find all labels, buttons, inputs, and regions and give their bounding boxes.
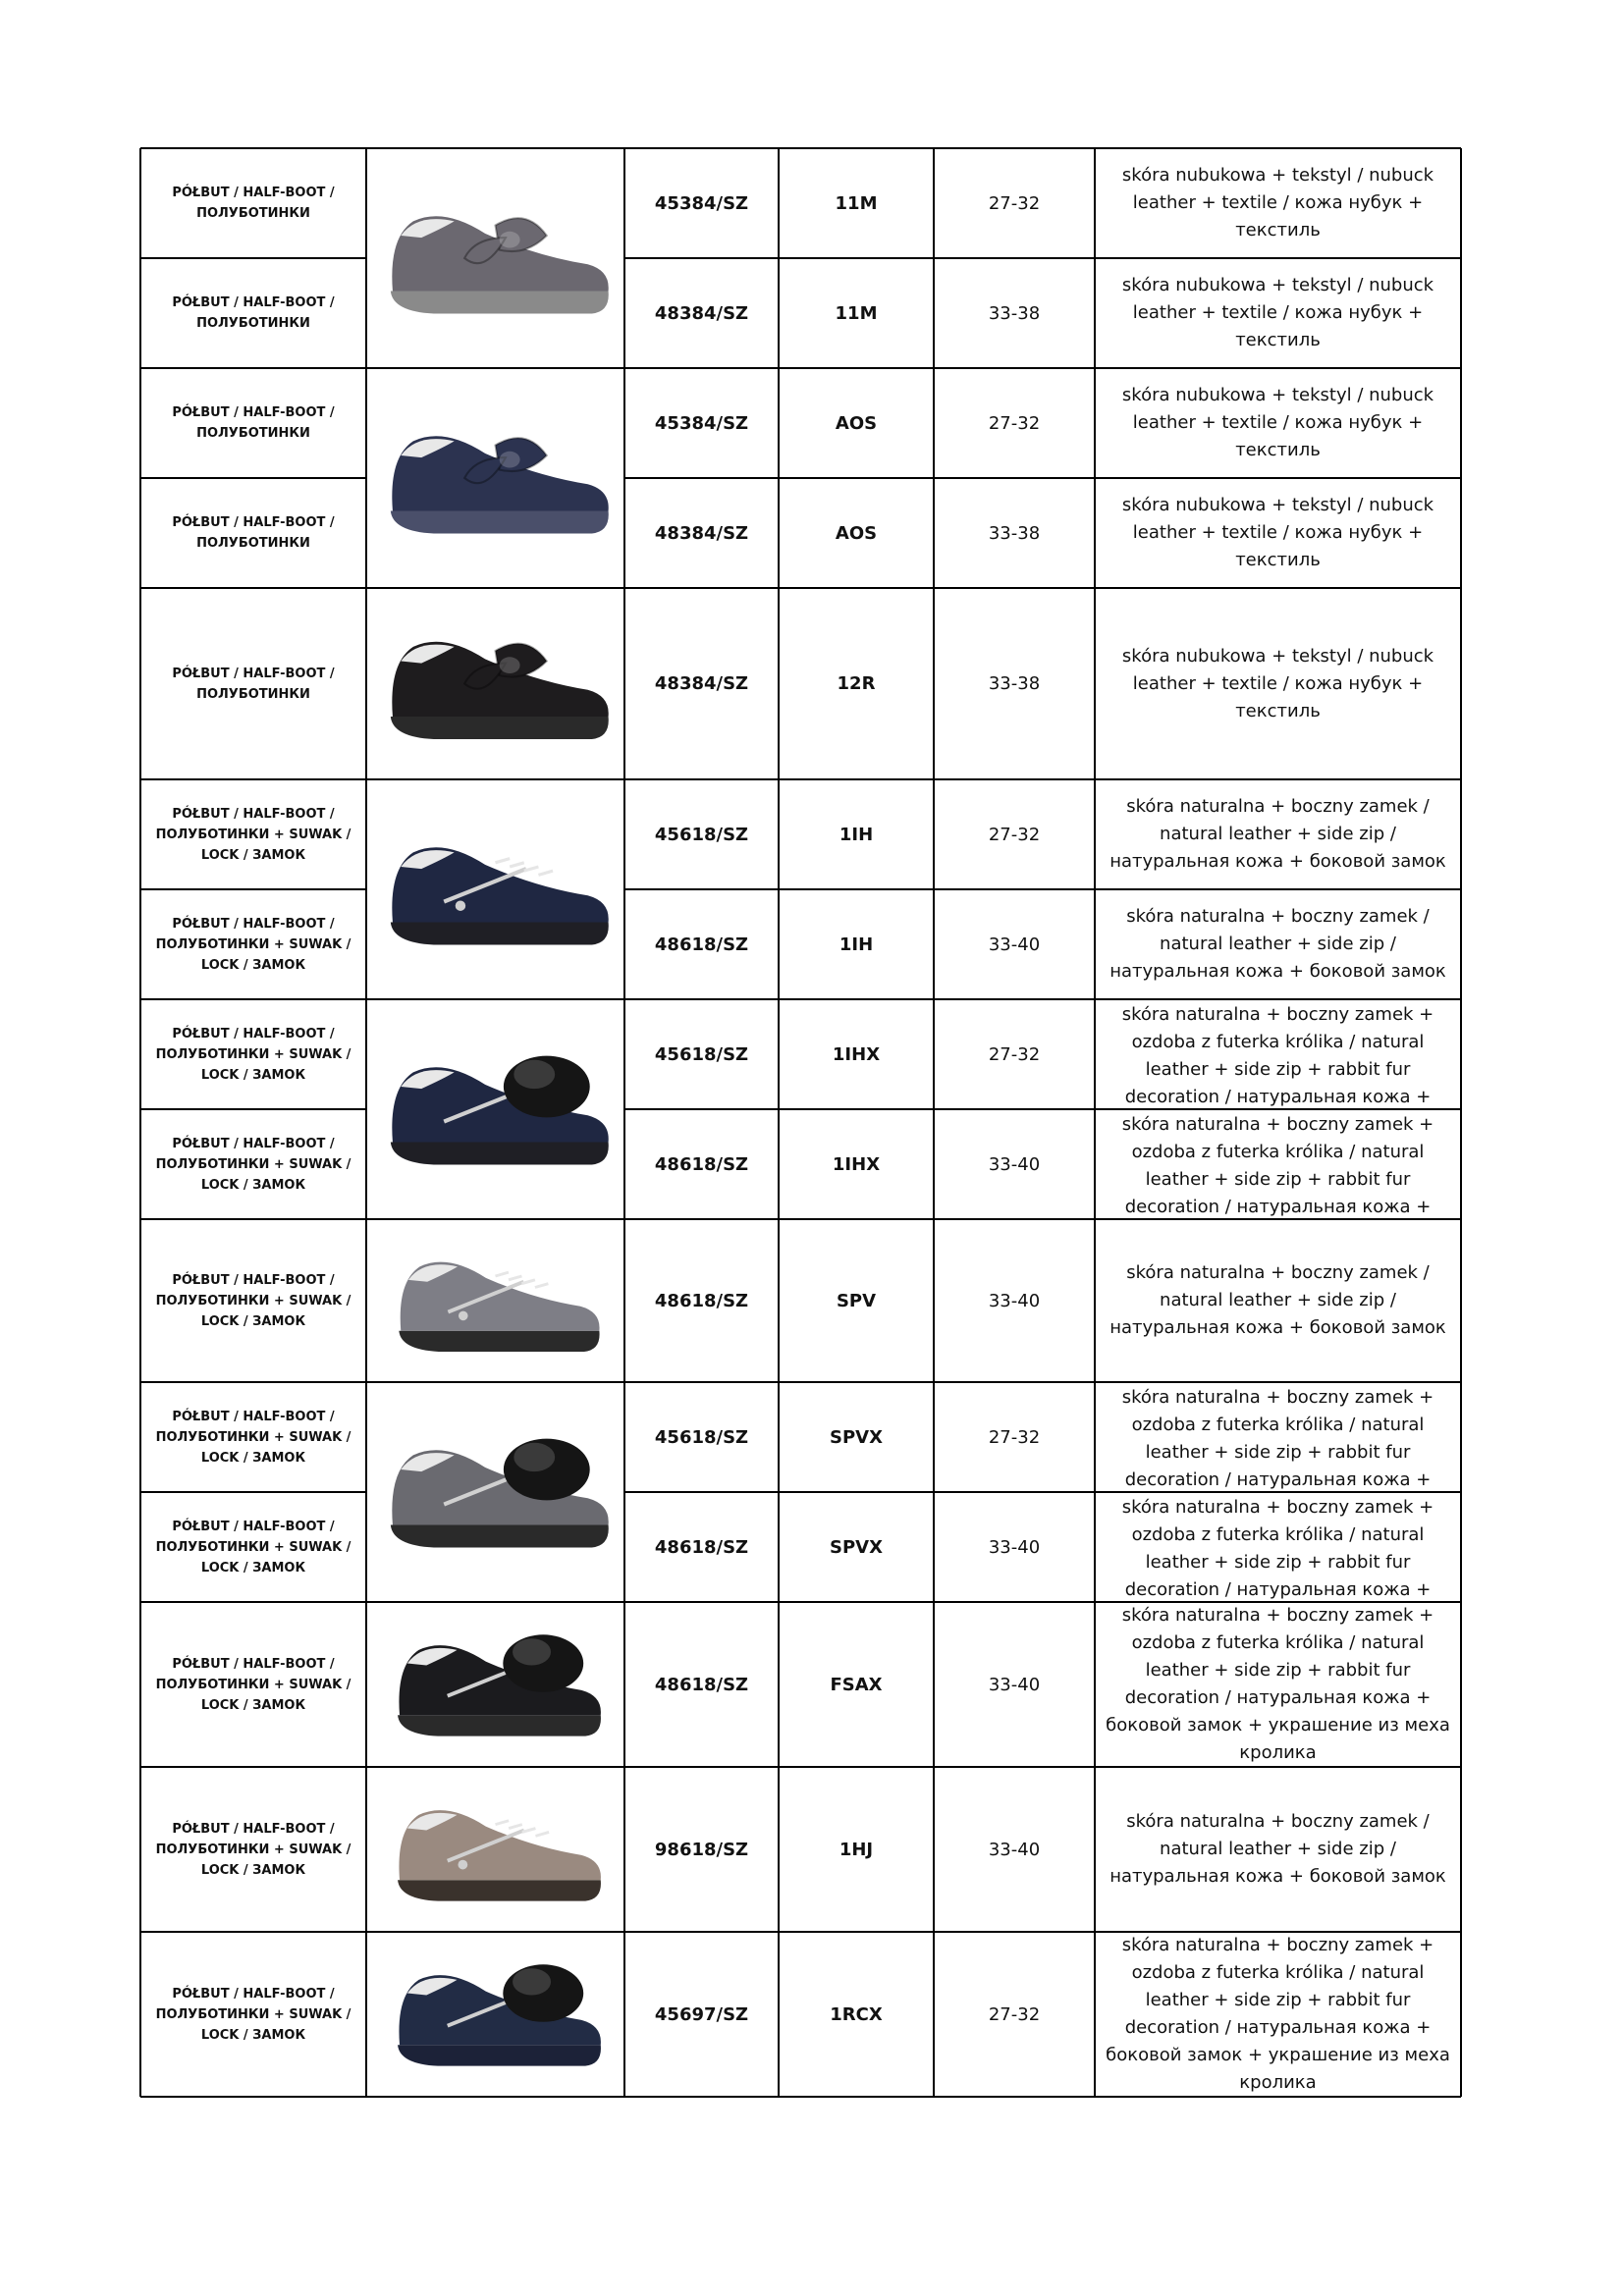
size-range: 33-40: [988, 1153, 1041, 1175]
product-code: 45384/SZ: [654, 192, 749, 214]
size-range: 27-32: [988, 1043, 1041, 1065]
product-type: PÓŁBUT / HALF-BOOT / ПОЛУБОТИНКИ + SUWAK / LOCK / ЗАМОК: [155, 1821, 352, 1878]
table-row-divider: [140, 888, 366, 890]
table-row-divider: [140, 998, 366, 1000]
material-description: skóra naturalna + boczny zamek / natural leather + side zip / натуральная кожа + боковой замок: [1109, 1811, 1446, 1887]
size-range: 33-40: [988, 1536, 1041, 1558]
table-row-divider: [140, 1108, 366, 1110]
table-row-divider: [366, 2096, 624, 2098]
shoe-photo-icon: [372, 1388, 619, 1596]
table-column-divider: [778, 148, 780, 2097]
size-range: 33-40: [988, 934, 1041, 955]
shoe-photo-icon: [372, 154, 619, 362]
table-row-divider: [366, 1766, 624, 1768]
size-range: 33-38: [988, 522, 1041, 544]
product-type: PÓŁBUT / HALF-BOOT / ПОЛУБОТИНКИ + SUWAK / LOCK / ЗАМОК: [155, 1272, 352, 1329]
table-row-divider: [366, 1381, 624, 1383]
color-code: SPVX: [830, 1426, 883, 1448]
product-code: 98618/SZ: [654, 1839, 749, 1860]
product-code: 45697/SZ: [654, 2003, 749, 2025]
table-row-divider: [624, 1381, 1461, 1383]
product-type: PÓŁBUT / HALF-BOOT / ПОЛУБОТИНКИ + SUWAK / LOCK / ЗАМОК: [155, 1136, 352, 1193]
color-code: 1IHX: [832, 1153, 881, 1175]
material-description: skóra naturalna + boczny zamek + ozdoba z futerka królika / natural leather + side zip + rabbit fur decoration / натуральная кожа +: [1121, 1387, 1434, 1490]
table-column-divider: [1094, 148, 1096, 2097]
table-row-divider: [624, 778, 1461, 780]
product-type: PÓŁBUT / HALF-BOOT / ПОЛУБОТИНКИ + SUWAK / LOCK / ЗАМОК: [155, 1026, 352, 1083]
material-description: skóra nubukowa + tekstyl / nubuck leather + textile / кожа нубук + текстиль: [1121, 385, 1434, 460]
table-row-divider: [624, 1766, 1461, 1768]
table-row-divider: [366, 147, 624, 149]
size-range: 27-32: [988, 2003, 1041, 2025]
table-row-divider: [366, 1601, 624, 1603]
product-code: 45384/SZ: [654, 412, 749, 434]
color-code: 1RCX: [830, 2003, 883, 2025]
color-code: 1IH: [839, 824, 874, 845]
product-code: 45618/SZ: [654, 1426, 749, 1448]
table-column-divider: [933, 148, 935, 2097]
table-row-divider: [624, 888, 1461, 890]
color-code: FSAX: [830, 1674, 883, 1695]
table-row-divider: [140, 2096, 366, 2098]
size-range: 33-38: [988, 673, 1041, 694]
product-type: PÓŁBUT / HALF-BOOT / ПОЛУБОТИНКИ + SUWAK / LOCK / ЗАМОК: [155, 1986, 352, 2043]
material-description: skóra nubukowa + tekstyl / nubuck leather + textile / кожа нубук + текстиль: [1121, 495, 1434, 570]
product-type: PÓŁBUT / HALF-BOOT / ПОЛУБОТИНКИ + SUWAK / LOCK / ЗАМОК: [155, 1519, 352, 1575]
table-column-divider: [365, 148, 367, 2097]
material-description: skóra naturalna + boczny zamek + ozdoba z futerka królika / natural leather + side zip + rabbit fur decoration / натуральная кожа +: [1121, 1114, 1434, 1217]
table-row-divider: [140, 1491, 366, 1493]
material-description: skóra nubukowa + tekstyl / nubuck leather + textile / кожа нубук + текстиль: [1121, 165, 1434, 240]
shoe-photo-icon: [372, 1225, 619, 1376]
table-column-divider: [623, 148, 625, 2097]
table-row-divider: [624, 587, 1461, 589]
size-range: 33-40: [988, 1290, 1041, 1311]
color-code: 11M: [835, 302, 878, 324]
material-description: skóra nubukowa + tekstyl / nubuck leather + textile / кожа нубук + текстиль: [1121, 275, 1434, 350]
table-row-divider: [624, 1601, 1461, 1603]
table-row-divider: [366, 367, 624, 369]
color-code: 1IHX: [832, 1043, 881, 1065]
product-type: PÓŁBUT / HALF-BOOT / ПОЛУБОТИНКИ: [172, 515, 335, 551]
product-type: PÓŁBUT / HALF-BOOT / ПОЛУБОТИНКИ: [172, 186, 335, 221]
product-code: 48618/SZ: [654, 1153, 749, 1175]
color-code: SPVX: [830, 1536, 883, 1558]
table-row-divider: [140, 477, 366, 479]
material-description: skóra naturalna + boczny zamek + ozdoba z futerka królika / natural leather + side zip + rabbit fur decoration / натуральная кожа + боковой замок + украшение из меха кролика: [1106, 1935, 1450, 2093]
material-description: skóra nubukowa + tekstyl / nubuck leather + textile / кожа нубук + текстиль: [1121, 645, 1434, 721]
shoe-photo-icon: [372, 374, 619, 582]
product-type: PÓŁBUT / HALF-BOOT / ПОЛУБОТИНКИ + SUWAK / LOCK / ЗАМОК: [155, 1409, 352, 1466]
table-row-divider: [140, 1601, 366, 1603]
product-type: PÓŁBUT / HALF-BOOT / ПОЛУБОТИНКИ + SUWAK / LOCK / ЗАМОК: [155, 806, 352, 863]
table-row-divider: [140, 778, 366, 780]
table-row-divider: [140, 367, 366, 369]
product-code: 48384/SZ: [654, 302, 749, 324]
color-code: 1HJ: [839, 1839, 874, 1860]
table-row-divider: [624, 998, 1461, 1000]
product-code: 48618/SZ: [654, 934, 749, 955]
material-description: skóra naturalna + boczny zamek / natural leather + side zip / натуральная кожа + боковой замок: [1109, 906, 1446, 982]
shoe-photo-icon: [372, 594, 619, 774]
table-row-divider: [366, 1931, 624, 1933]
shoe-photo-icon: [372, 1773, 619, 1926]
product-code: 45618/SZ: [654, 824, 749, 845]
table-row-divider: [624, 257, 1461, 259]
table-row-divider: [140, 257, 366, 259]
table-row-divider: [366, 1218, 624, 1220]
table-row-divider: [366, 587, 624, 589]
table-row-divider: [366, 998, 624, 1000]
shoe-photo-icon: [372, 785, 619, 993]
product-type: PÓŁBUT / HALF-BOOT / ПОЛУБОТИНКИ + SUWAK / LOCK / ЗАМОК: [155, 916, 352, 973]
shoe-photo-icon: [372, 1608, 619, 1761]
color-code: 12R: [837, 673, 876, 694]
product-code: 48384/SZ: [654, 673, 749, 694]
size-range: 27-32: [988, 192, 1041, 214]
table-row-divider: [140, 1766, 366, 1768]
table-row-divider: [140, 147, 366, 149]
table-column-divider: [1460, 148, 1462, 2097]
material-description: skóra naturalna + boczny zamek + ozdoba z futerka królika / natural leather + side zip + rabbit fur decoration / натуральная кожа +: [1121, 1004, 1434, 1107]
size-range: 33-40: [988, 1839, 1041, 1860]
color-code: SPV: [836, 1290, 877, 1311]
size-range: 27-32: [988, 824, 1041, 845]
size-range: 33-40: [988, 1674, 1041, 1695]
product-code: 48384/SZ: [654, 522, 749, 544]
color-code: AOS: [835, 412, 878, 434]
table-row-divider: [366, 778, 624, 780]
table-row-divider: [624, 1931, 1461, 1933]
table-row-divider: [624, 367, 1461, 369]
product-type: PÓŁBUT / HALF-BOOT / ПОЛУБОТИНКИ + SUWAK / LOCK / ЗАМОК: [155, 1656, 352, 1713]
table-row-divider: [624, 1108, 1461, 1110]
product-type: PÓŁBUT / HALF-BOOT / ПОЛУБОТИНКИ: [172, 405, 335, 441]
table-row-divider: [624, 477, 1461, 479]
size-range: 33-38: [988, 302, 1041, 324]
product-code: 45618/SZ: [654, 1043, 749, 1065]
material-description: skóra naturalna + boczny zamek / natural leather + side zip / натуральная кожа + боковой замок: [1109, 796, 1446, 872]
material-description: skóra naturalna + boczny zamek / natural leather + side zip / натуральная кожа + боковой замок: [1109, 1262, 1446, 1338]
shoe-photo-icon: [372, 1938, 619, 2091]
color-code: AOS: [835, 522, 878, 544]
material-description: skóra naturalna + boczny zamek + ozdoba z futerka królika / natural leather + side zip + rabbit fur decoration / натуральная кожа + боковой замок + украшение из меха кролика: [1106, 1605, 1450, 1763]
product-code: 48618/SZ: [654, 1290, 749, 1311]
color-code: 11M: [835, 192, 878, 214]
table-column-divider: [139, 148, 141, 2097]
table-row-divider: [624, 1491, 1461, 1493]
shoe-photo-icon: [372, 1005, 619, 1213]
color-code: 1IH: [839, 934, 874, 955]
table-row-divider: [624, 1218, 1461, 1220]
table-row-divider: [140, 1381, 366, 1383]
size-range: 27-32: [988, 1426, 1041, 1448]
table-row-divider: [624, 2096, 1461, 2098]
table-row-divider: [140, 1218, 366, 1220]
product-type: PÓŁBUT / HALF-BOOT / ПОЛУБОТИНКИ: [172, 666, 335, 702]
size-range: 27-32: [988, 412, 1041, 434]
product-type: PÓŁBUT / HALF-BOOT / ПОЛУБОТИНКИ: [172, 295, 335, 331]
product-code: 48618/SZ: [654, 1536, 749, 1558]
material-description: skóra naturalna + boczny zamek + ozdoba z futerka królika / natural leather + side zip + rabbit fur decoration / натуральная кожа +: [1121, 1497, 1434, 1600]
table-row-divider: [140, 587, 366, 589]
table-row-divider: [624, 147, 1461, 149]
table-row-divider: [140, 1931, 366, 1933]
product-code: 48618/SZ: [654, 1674, 749, 1695]
